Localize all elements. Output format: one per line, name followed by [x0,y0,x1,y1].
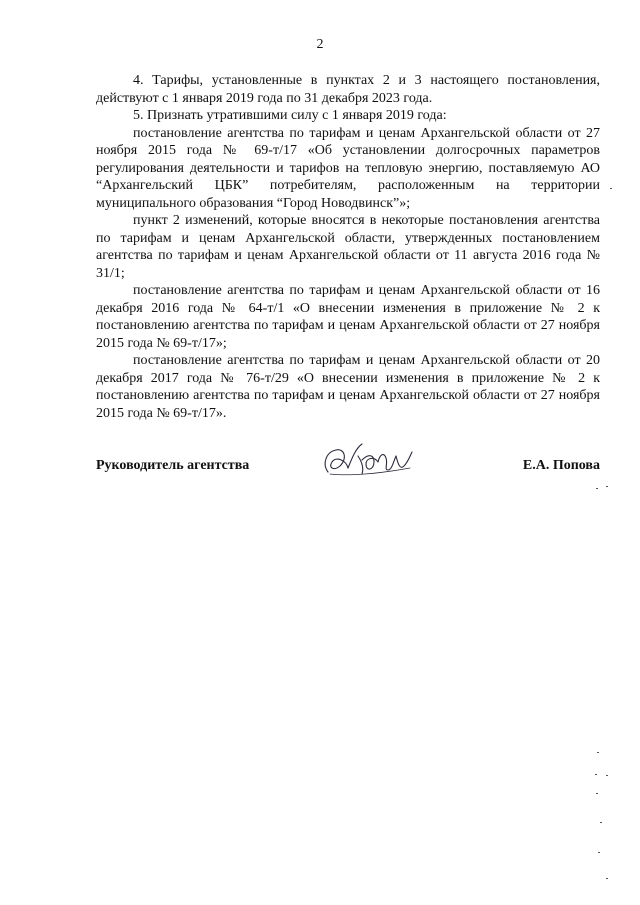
repealed-amendment-2016-august: пункт 2 изменений, которые вносятся в некоторые постановления агентства по тарифам и ценам Архангельской области, утвержденных постановлением агентства по тарифам и ценам Архангельской области от 11 августа 2016 года № 31/1; [96,213,600,281]
repealed-decree-2016-december: постановление агентства по тарифам и ценам Архангельской области от 16 декабря 2016 года № 64-т/1 «О внесении изменения в приложение № 2 к постановлению агентства по тарифам и ценам Архангельской области от 27 ноября 2015 года № 69-т/17»; [96,283,600,351]
page-number: 2 [316,37,324,52]
scan-speck [606,775,608,776]
scan-speck [596,488,598,489]
scan-speck [606,878,608,879]
scan-speck [598,852,600,853]
signature-block [96,452,600,486]
scan-speck [596,793,598,794]
signer-title: Руководитель агентства [96,458,250,473]
paragraph-item-4: 4. Тарифы, установленные в пунктах 2 и 3 настоящего постановления, действуют с 1 января 2019 года по 31 декабря 2023 года. [96,73,600,106]
paragraph-item-5: 5. Признать утратившими силу с 1 января 2019 года: [133,108,447,123]
repealed-decree-2015: постановление агентства по тарифам и ценам Архангельской области от 27 ноября 2015 года № 69-т/17 «Об установлении долгосрочных параметров регулирования деятельности и тарифов на тепловую энергию, поставляемую АО “Архангельский ЦБК” потребителям, расположенным на территории муниципального образования “Город Новодвинск”»; [96,125,600,211]
document-body [96,72,600,422]
handwritten-signature [318,438,418,482]
scan-speck [606,486,608,487]
scan-speck [610,188,612,189]
signer-name: Е.А. Попова [522,458,600,473]
repealed-decree-2017-december: постановление агентства по тарифам и ценам Архангельской области от 20 декабря 2017 года № 76-т/29 «О внесении изменения в приложение № 2 к постановлению агентства по тарифам и ценам Архангельской области от 27 ноября 2015 года № 69-т/17». [96,353,600,421]
scan-speck [600,822,602,823]
scan-speck [597,752,599,753]
scan-speck [595,774,597,775]
